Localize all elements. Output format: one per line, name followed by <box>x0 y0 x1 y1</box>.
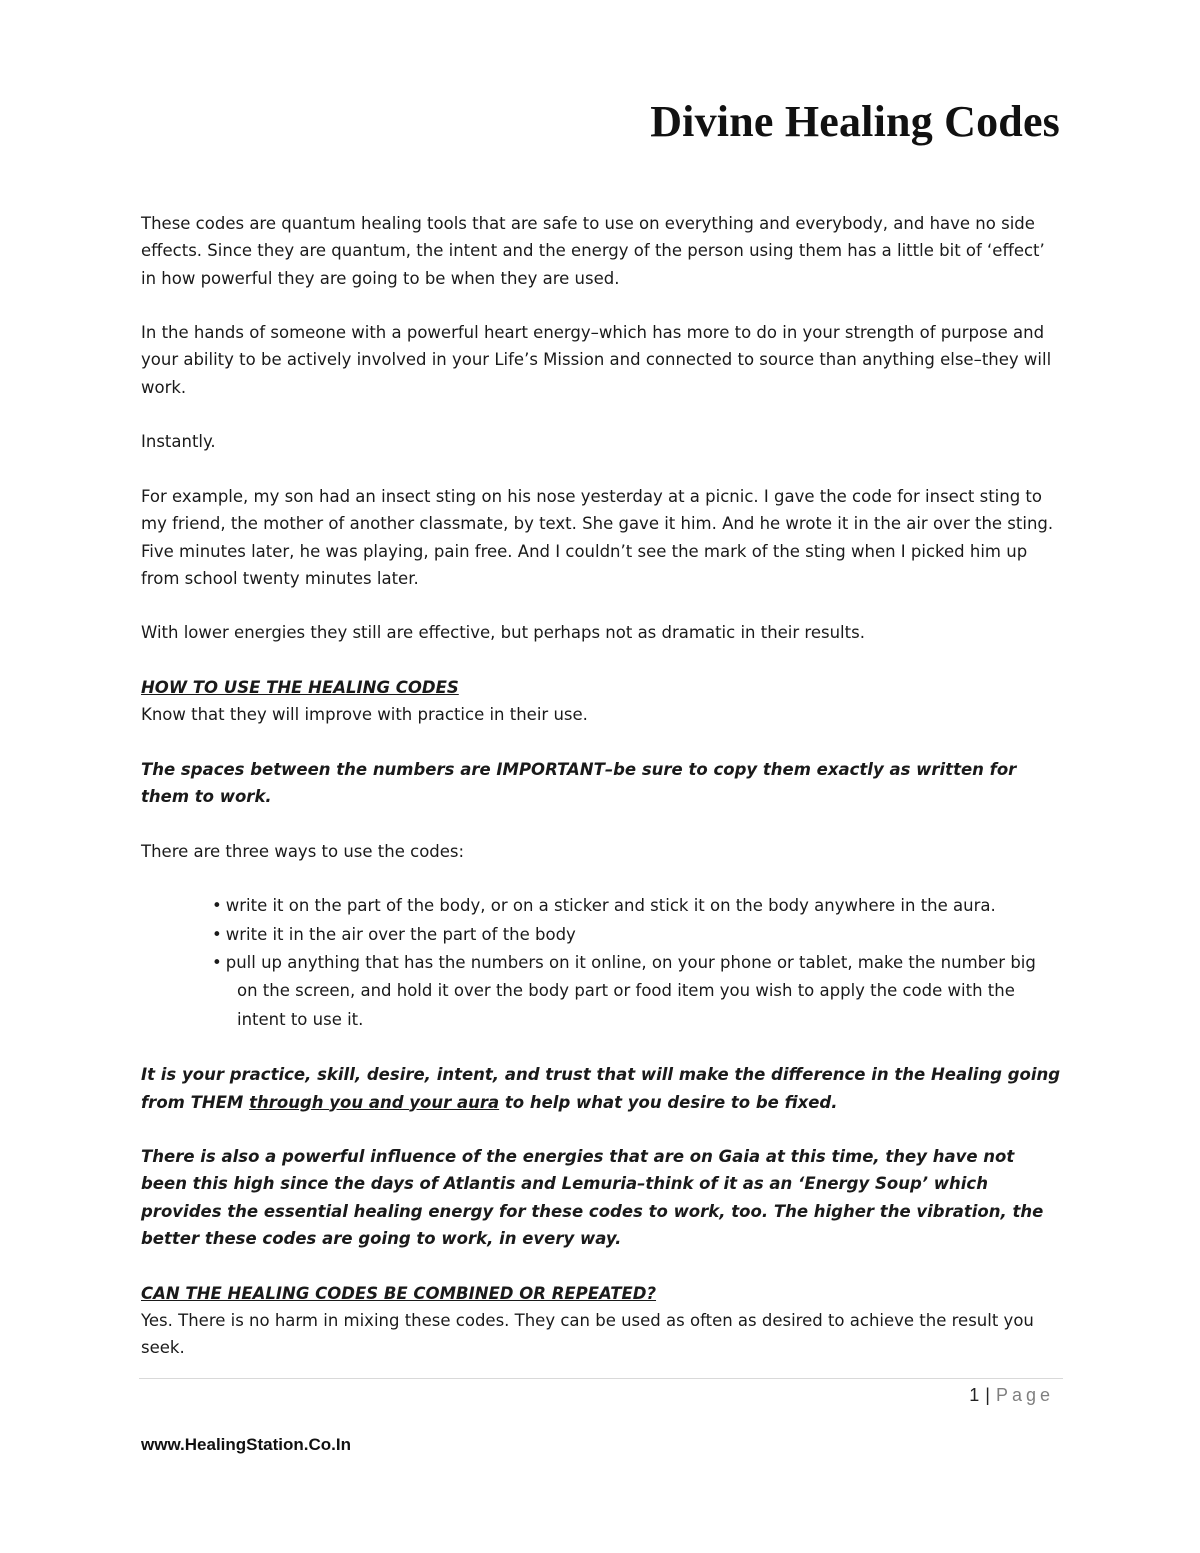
website-url: www.HealingStation.Co.In <box>141 1435 351 1454</box>
page-title: Divine Healing Codes <box>650 97 1060 146</box>
page-label: Page <box>995 1385 1054 1405</box>
list-item-text: pull up anything that has the numbers on it online, on your phone or tablet, make the number big on the screen, and hold it over the body part or food item you wish to apply the code with the intent to use it. <box>225 953 1036 1029</box>
heart-energy-paragraph: In the hands of someone with a powerful heart energy–which has more to do in your strength of purpose and your ability to be actively involved in your Life’s Mission and connected to source than anything else–they will work. <box>141 323 1052 397</box>
gaia-paragraph: There is also a powerful influence of the energies that are on Gaia at this time, they have not been this high since the days of Atlantis and Lemuria–think of it as an ‘Energy Soup’ which provides the essential healing energy for these codes to work, too. The higher the vibration, the better these codes are going to work, in every way. <box>141 1147 1044 1248</box>
lower-energies-paragraph: With lower energies they still are effective, but perhaps not as dramatic in their results. <box>141 623 865 643</box>
page-number-value: 1 <box>969 1385 980 1405</box>
three-ways-intro: There are three ways to use the codes: <box>141 841 465 861</box>
list-item-text: write it in the air over the part of the body <box>225 924 576 944</box>
practice-note: Know that they will improve with practice in their use. <box>141 705 588 725</box>
bullet-icon: • <box>212 924 222 944</box>
bullet-icon: • <box>212 953 222 973</box>
list-item <box>141 892 1061 920</box>
document-body <box>141 210 1061 1361</box>
combine-answer: Yes. There is no harm in mixing these codes. They can be used as often as desired to achieve the result you seek. <box>141 1310 1034 1358</box>
list-item <box>141 949 1061 1034</box>
how-to-heading: HOW TO USE THE HEALING CODES <box>141 678 459 698</box>
intro-paragraph: These codes are quantum healing tools that are safe to use on everything and everybody, and have no side effects. Since they are quantum, the intent and the energy of the person using them has a little bit of ‘effect’ in how powerful they are going to be when they are used. <box>141 214 1045 288</box>
practice-text-end: to help what you desire to be fixed. <box>499 1092 838 1112</box>
through-you-phrase: through you and your aura <box>249 1092 500 1112</box>
ways-list <box>141 892 1061 1033</box>
instantly-paragraph: Instantly. <box>141 432 216 452</box>
combine-heading: CAN THE HEALING CODES BE COMBINED OR REPEATED? <box>141 1283 657 1303</box>
page-number-separator: | <box>985 1385 990 1405</box>
list-item <box>141 921 1061 949</box>
list-item-text: write it on the part of the body, or on a sticker and stick it on the body anywhere in the aura. <box>225 896 996 916</box>
spaces-warning: The spaces between the numbers are IMPORTANT–be sure to copy them exactly as written for them to work. <box>141 759 1017 807</box>
bullet-icon: • <box>212 896 222 916</box>
practice-skill-paragraph <box>141 1061 1061 1116</box>
practice-text-start: It is your practice, skill, desire, intent, and trust that will make the difference in the Healing going from THEM <box>141 1065 1061 1112</box>
page-number <box>969 1385 1054 1406</box>
example-paragraph: For example, my son had an insect sting on his nose yesterday at a picnic. I gave the code for insect sting to my friend, the mother of another classmate, by text. She gave it him. And he wrote it in the air over the sting. Five minutes later, he was playing, pain free. And I couldn’t see the mark of the sting when I picked him up from school twenty minutes later. <box>141 486 1054 588</box>
footer-divider <box>139 1378 1063 1379</box>
